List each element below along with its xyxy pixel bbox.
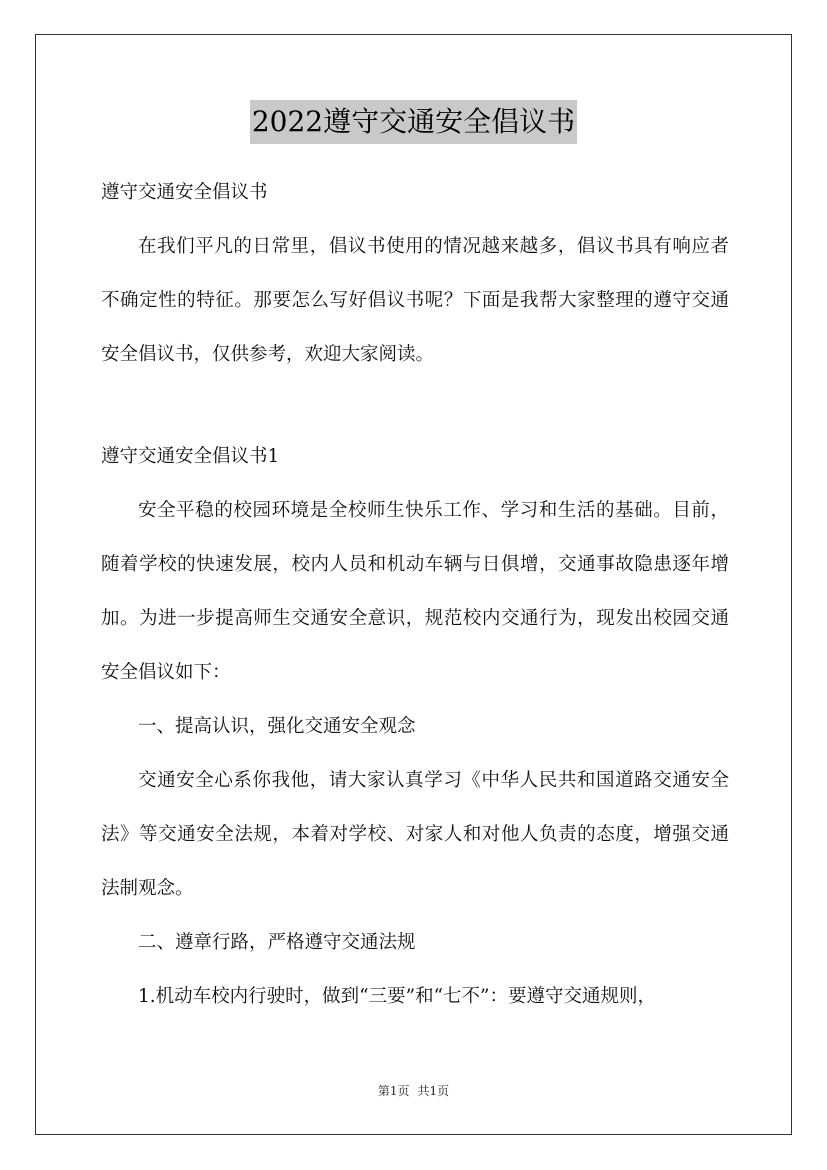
- page-number: 第1页: [377, 1084, 410, 1098]
- paragraph-spacer: [101, 382, 729, 430]
- title-container: [0, 100, 827, 144]
- body-paragraph-2: 交通安全心系你我他，请大家认真学习《中华人民共和国道路交通安全法》等交通安全法规，本着对学校、对家人和对他人负责的态度，增强交通法制观念。: [101, 770, 729, 899]
- page-footer: [0, 1082, 827, 1099]
- section-heading-1: 遵守交通安全倡议书1: [101, 446, 280, 467]
- section-heading-main: 遵守交通安全倡议书: [101, 182, 268, 203]
- body-paragraph-3: 1.机动车校内行驶时，做到“三要”和“七不”：要遵守交通规则，: [138, 986, 656, 1007]
- page-total: 共1页: [417, 1084, 450, 1098]
- subheading-2: 二、遵章行路，严格遵守交通法规: [138, 932, 416, 953]
- intro-paragraph: 在我们平凡的日常里，倡议书使用的情况越来越多，倡议书具有响应者不确定性的特征。那要怎么写好倡议书呢？下面是我帮大家整理的遵守交通安全倡议书，仅供参考，欢迎大家阅读。: [101, 236, 729, 365]
- document-body: [101, 166, 729, 1024]
- subheading-1: 一、提高认识，强化交通安全观念: [138, 716, 416, 737]
- document-title: 2022遵守交通安全倡议书: [250, 100, 577, 144]
- body-paragraph-1: 安全平稳的校园环境是全校师生快乐工作、学习和生活的基础。目前，随着学校的快速发展，校内人员和机动车辆与日俱增，交通事故隐患逐年增加。为进一步提高师生交通安全意识，规范校内交通行为，现发出校园交通安全倡议如下：: [101, 500, 729, 683]
